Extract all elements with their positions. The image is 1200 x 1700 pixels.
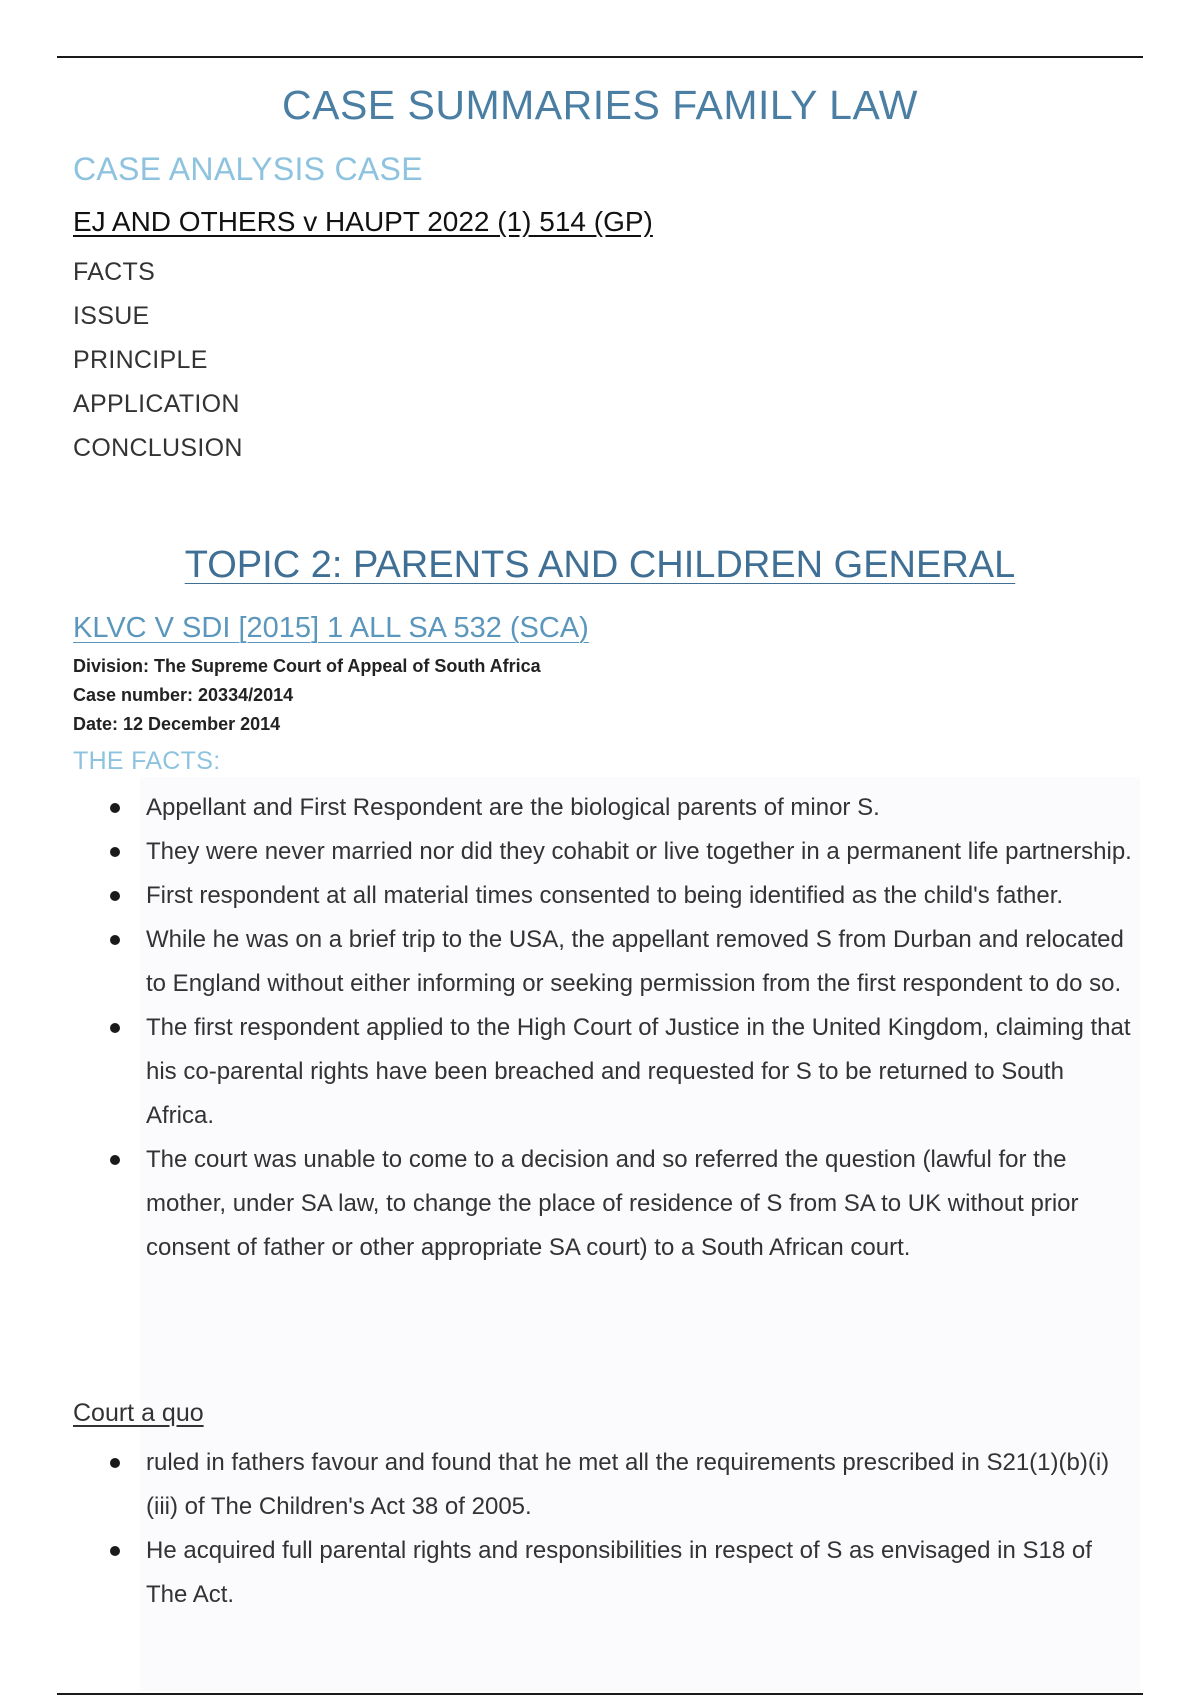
bullet-icon (110, 1458, 120, 1468)
list-item: Appellant and First Respondent are the biological parents of minor S. (0, 786, 1136, 830)
list-item: The court was unable to come to a decision and so referred the question (lawful for the mother, under SA law, to change the place of residence of S from SA to UK without prior consent of father or other appropriate SA court) to a South African court. (0, 1138, 1136, 1270)
document-title: CASE SUMMARIES FAMILY LAW (282, 82, 918, 128)
bullet-icon (110, 803, 120, 813)
case-analysis-heading: CASE ANALYSIS CASE (73, 151, 423, 187)
list-item: ruled in fathers favour and found that he met all the requirements prescribed in S21(1)(b)(i)(iii) of The Children's Act 38 of 2005. (0, 1441, 1136, 1529)
bullet-icon (110, 1546, 120, 1556)
bullet-icon (110, 935, 120, 945)
bullet-icon (110, 847, 120, 857)
irac-item-principle: PRINCIPLE (73, 346, 208, 374)
footer-rule (57, 1693, 1143, 1695)
list-item: While he was on a brief trip to the USA, the appellant removed S from Durban and relocated to England without either informing or seeking permission from the first respondent to do so. (0, 918, 1136, 1006)
bullet-icon (110, 891, 120, 901)
list-item: He acquired full parental rights and responsibilities in respect of S as envisaged in S18 of The Act. (0, 1529, 1136, 1617)
header-rule (57, 56, 1143, 58)
court-a-quo-heading: Court a quo (73, 1399, 204, 1427)
facts-heading: THE FACTS: (73, 747, 221, 775)
list-item: The first respondent applied to the High Court of Justice in the United Kingdom, claiming that his co-parental rights have been breached and requested for S to be returned to South Africa. (0, 1006, 1136, 1138)
list-item: They were never married nor did they cohabit or live together in a permanent life partnership. (0, 830, 1136, 874)
case-date: Date: 12 December 2014 (73, 714, 281, 734)
irac-item-issue: ISSUE (73, 302, 150, 330)
case-citation-link[interactable]: KLVC V SDI [2015] 1 ALL SA 532 (SCA) (73, 612, 589, 644)
topic-heading: TOPIC 2: PARENTS AND CHILDREN GENERAL (184, 544, 1016, 586)
list-item: First respondent at all material times consented to being identified as the child's father. (0, 874, 1136, 918)
court-a-quo-list (0, 1441, 1136, 1617)
irac-list (73, 250, 243, 470)
case-metadata (73, 652, 541, 739)
bullet-icon (110, 1155, 120, 1165)
case-number: Case number: 20334/2014 (73, 685, 294, 705)
facts-list (0, 786, 1136, 1270)
bullet-icon (110, 1023, 120, 1033)
irac-item-facts: FACTS (73, 258, 156, 286)
case-title: EJ AND OTHERS v HAUPT 2022 (1) 514 (GP) (73, 206, 653, 237)
irac-item-application: APPLICATION (73, 390, 240, 418)
irac-item-conclusion: CONCLUSION (73, 434, 243, 462)
case-division: Division: The Supreme Court of Appeal of South Africa (73, 656, 541, 676)
